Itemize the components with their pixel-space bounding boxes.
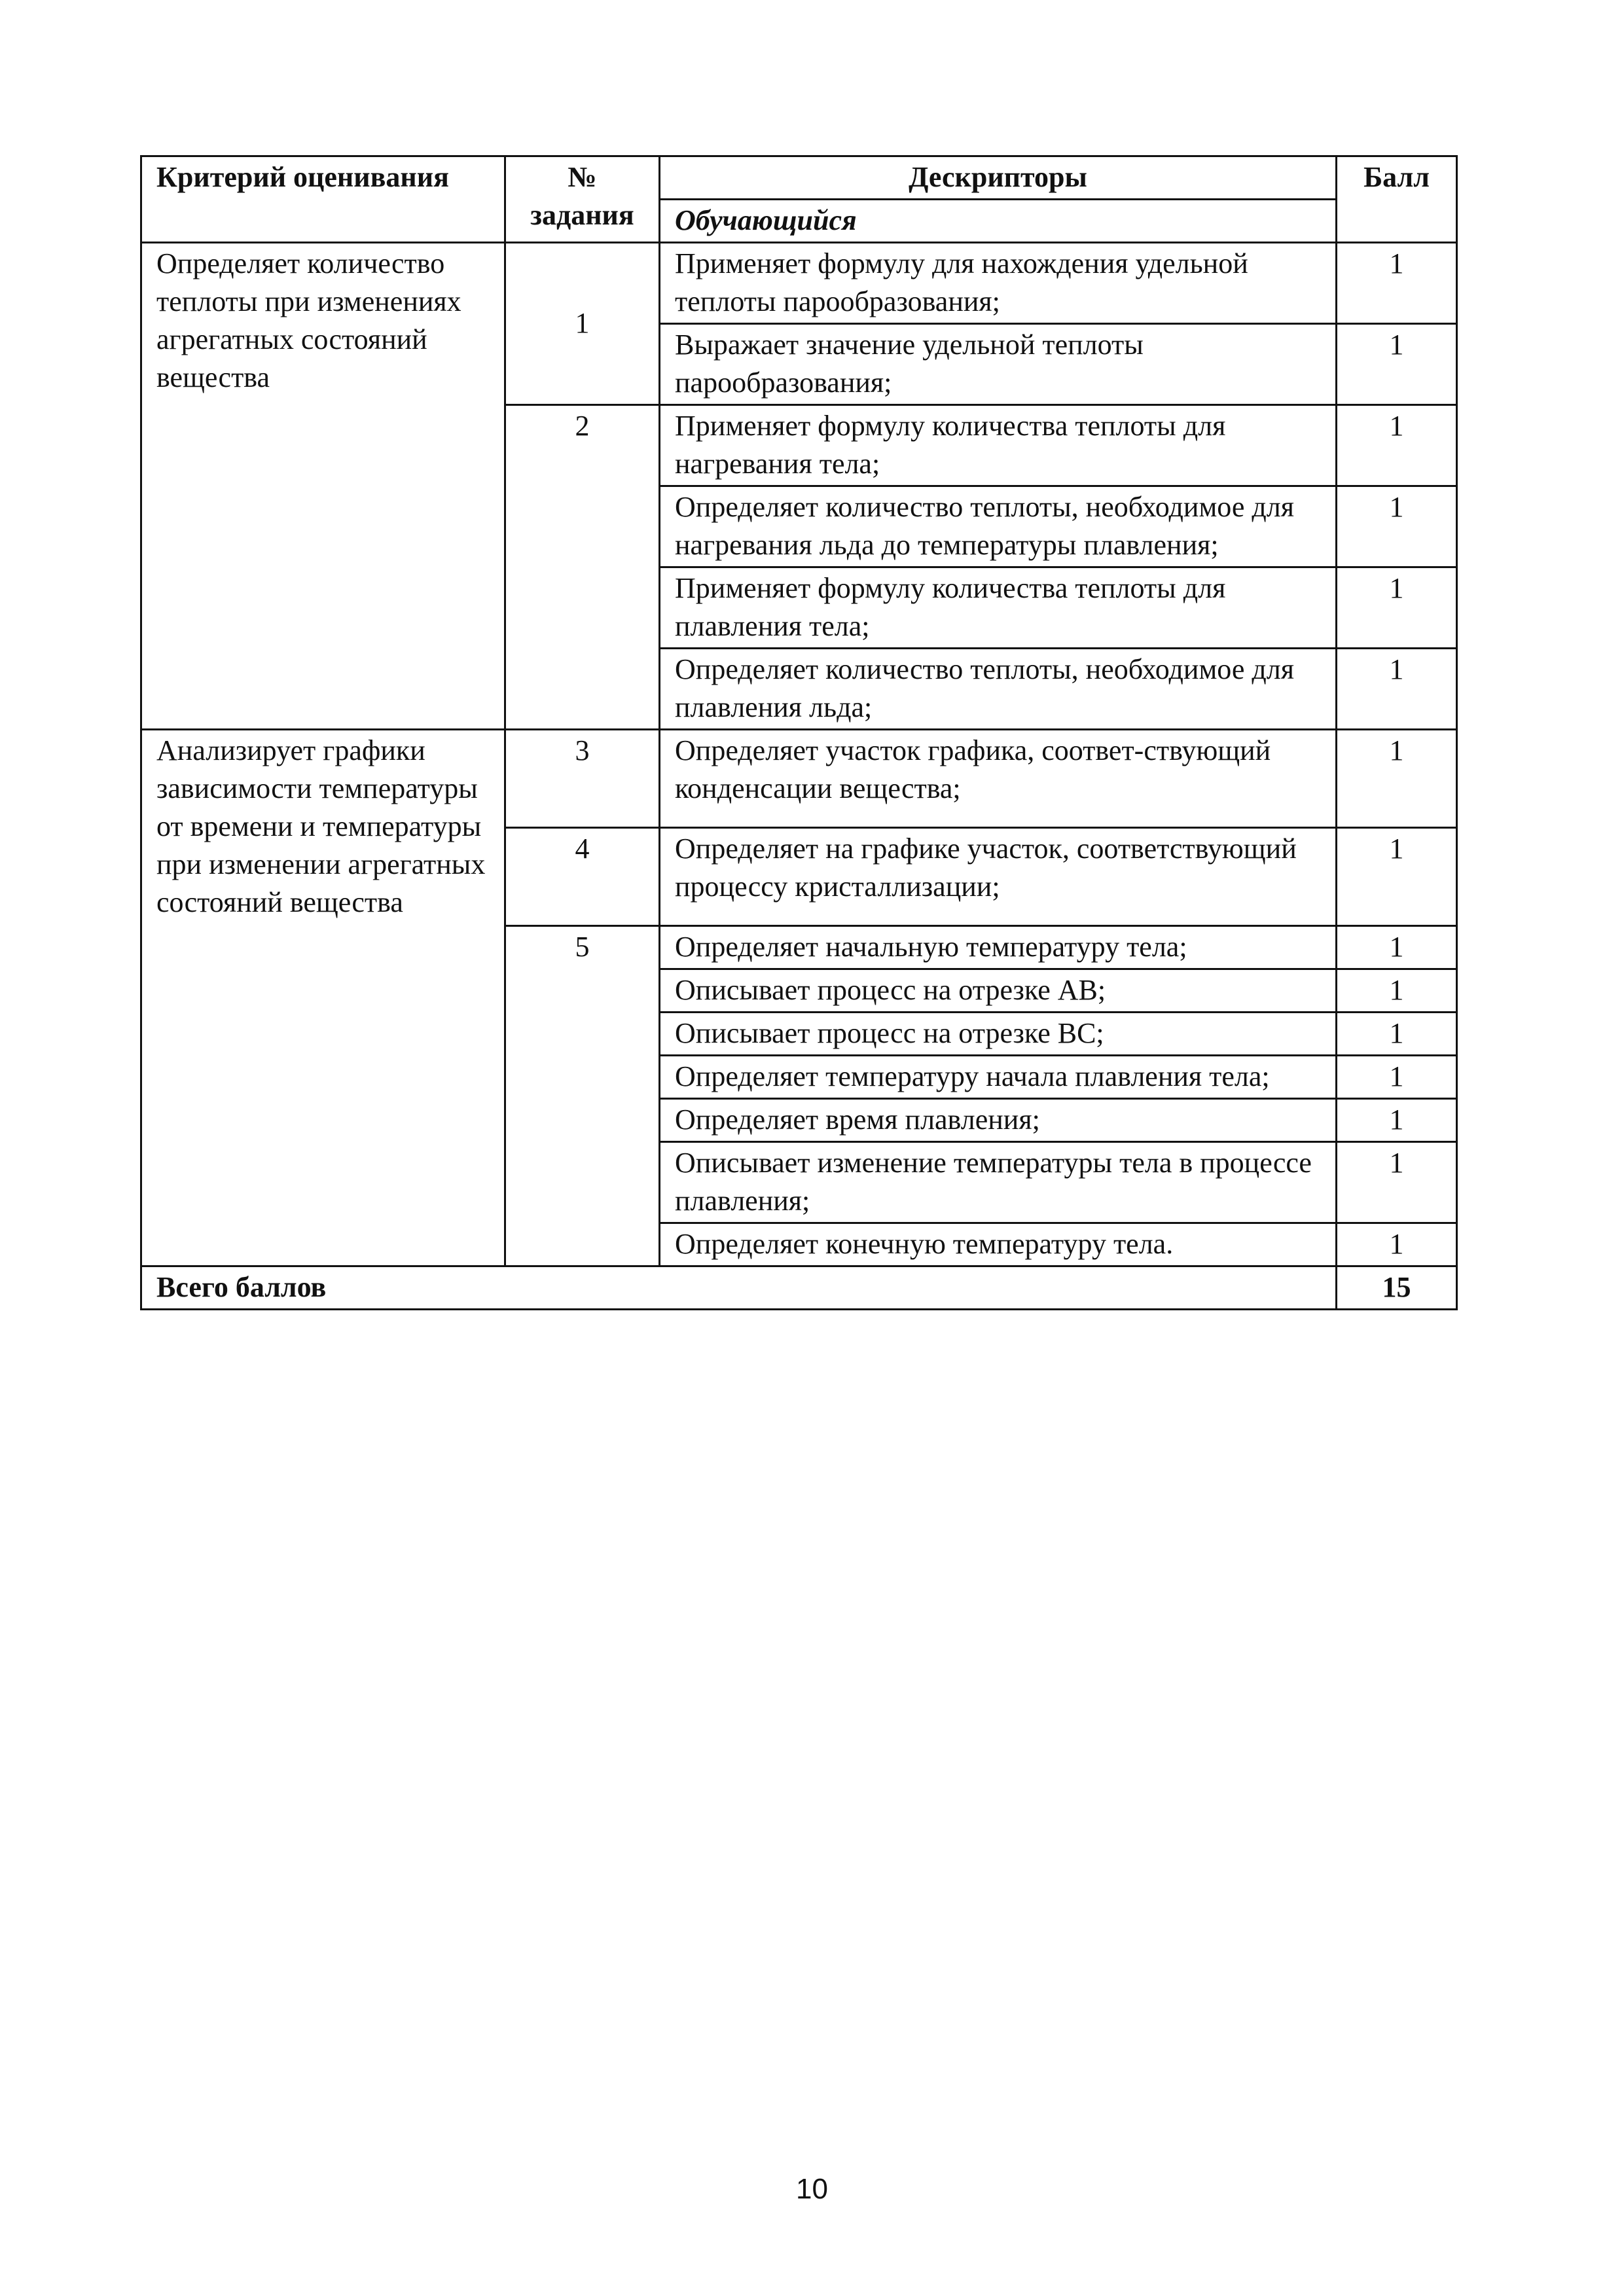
score-cell: 1 bbox=[1337, 1099, 1457, 1142]
score-cell: 1 bbox=[1337, 243, 1457, 324]
score-cell: 1 bbox=[1337, 324, 1457, 405]
score-cell: 1 bbox=[1337, 405, 1457, 486]
task-number-cell: 5 bbox=[505, 926, 660, 1266]
task-number-cell: 3 bbox=[505, 730, 660, 828]
descriptor-cell: Выражает значение удельной теплоты парообразования; bbox=[660, 324, 1337, 405]
score-cell: 1 bbox=[1337, 1056, 1457, 1099]
header-task-number: № задания bbox=[505, 156, 660, 243]
descriptor-cell: Определяет количество теплоты, необходимое для плавления льда; bbox=[660, 649, 1337, 730]
total-label: Всего баллов bbox=[141, 1266, 1337, 1310]
score-cell: 1 bbox=[1337, 567, 1457, 649]
page-number: 10 bbox=[796, 2173, 828, 2205]
descriptor-cell: Определяет конечную температуру тела. bbox=[660, 1223, 1337, 1266]
score-cell: 1 bbox=[1337, 1013, 1457, 1056]
task-number-cell: 4 bbox=[505, 828, 660, 926]
score-cell: 1 bbox=[1337, 649, 1457, 730]
score-cell: 1 bbox=[1337, 730, 1457, 828]
total-score: 15 bbox=[1337, 1266, 1457, 1310]
descriptor-cell: Описывает процесс на отрезке ВС; bbox=[660, 1013, 1337, 1056]
score-cell: 1 bbox=[1337, 1223, 1457, 1266]
score-cell: 1 bbox=[1337, 926, 1457, 969]
descriptor-cell: Применяет формулу количества теплоты для нагревания тела; bbox=[660, 405, 1337, 486]
table-row bbox=[141, 243, 1457, 324]
descriptor-cell: Определяет температуру начала плавления тела; bbox=[660, 1056, 1337, 1099]
descriptor-cell: Применяет формулу количества теплоты для плавления тела; bbox=[660, 567, 1337, 649]
descriptor-cell: Описывает изменение температуры тела в процессе плавления; bbox=[660, 1142, 1337, 1223]
task-number-cell: 1 bbox=[505, 243, 660, 405]
header-descriptors: Дескрипторы bbox=[660, 156, 1337, 200]
criterion-cell: Определяет количество теплоты при изменениях агрегатных состояний вещества bbox=[141, 243, 505, 730]
header-score: Балл bbox=[1337, 156, 1457, 243]
score-cell: 1 bbox=[1337, 828, 1457, 926]
score-cell: 1 bbox=[1337, 969, 1457, 1013]
score-cell: 1 bbox=[1337, 1142, 1457, 1223]
descriptor-cell: Определяет начальную температуру тела; bbox=[660, 926, 1337, 969]
descriptor-cell: Определяет участок графика, соответ-ствующий конденсации вещества; bbox=[660, 730, 1337, 828]
assessment-rubric-table bbox=[140, 155, 1458, 1310]
total-row bbox=[141, 1266, 1457, 1310]
descriptor-cell: Определяет время плавления; bbox=[660, 1099, 1337, 1142]
descriptor-cell: Применяет формулу для нахождения удельной теплоты парообразования; bbox=[660, 243, 1337, 324]
header-criterion: Критерий оценивания bbox=[141, 156, 505, 243]
header-row bbox=[141, 156, 1457, 200]
header-descriptors-subtitle: Обучающийся bbox=[660, 200, 1337, 243]
descriptor-cell: Описывает процесс на отрезке АВ; bbox=[660, 969, 1337, 1013]
task-number-cell: 2 bbox=[505, 405, 660, 730]
descriptor-cell: Определяет количество теплоты, необходимое для нагревания льда до температуры плавления; bbox=[660, 486, 1337, 567]
descriptor-cell: Определяет на графике участок, соответствующий процессу кристаллизации; bbox=[660, 828, 1337, 926]
table-row bbox=[141, 730, 1457, 828]
score-cell: 1 bbox=[1337, 486, 1457, 567]
criterion-cell: Анализирует графики зависимости температуры от времени и температуры при изменении агрегатных состояний вещества bbox=[141, 730, 505, 1266]
